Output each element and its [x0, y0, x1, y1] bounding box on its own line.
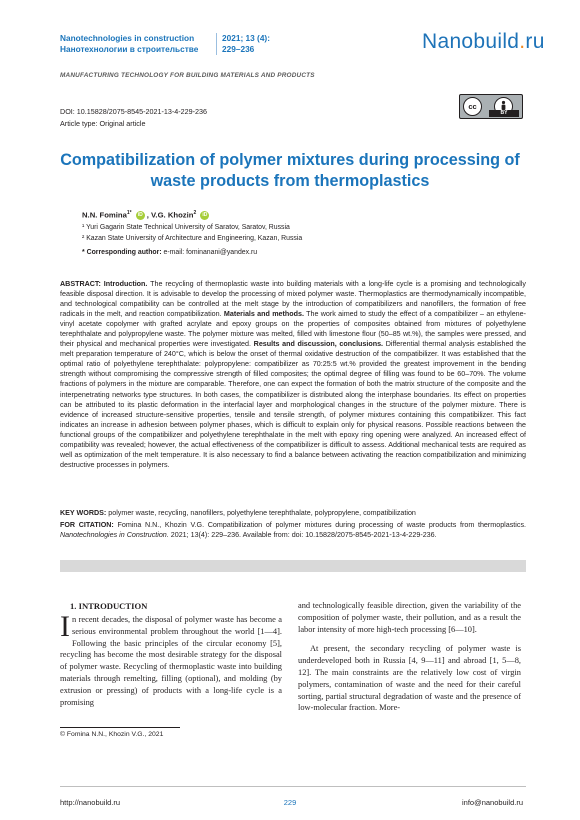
- copyright-footnote: © Fomina N.N., Khozin V.G., 2021: [60, 731, 164, 738]
- introduction-column-2: [298, 600, 521, 714]
- author-1-sup: 1*: [126, 210, 132, 216]
- author-separator: ,: [146, 210, 149, 220]
- abstract: [60, 279, 526, 470]
- keywords: [60, 508, 526, 518]
- nanobuild-logo[interactable]: [422, 30, 545, 54]
- abstract-label: ABSTRACT:: [60, 280, 104, 288]
- article-title: Compatibilization of polymer mixtures during processing of waste products from thermoplastics: [60, 151, 520, 190]
- footnote-rule: [60, 727, 180, 728]
- abstract-heading: Results and discussion, conclusions.: [253, 340, 384, 349]
- citation: [60, 520, 526, 540]
- author-1: N.N. Fomina: [82, 210, 127, 220]
- abstract-heading: Introduction.: [103, 280, 148, 288]
- affiliation: ² Kazan State University of Architecture and Engineering, Kazan, Russia: [82, 235, 303, 242]
- orcid-icon[interactable]: iD: [137, 212, 143, 219]
- issue-pages: 229–236: [222, 44, 255, 54]
- paragraph-text: n recent decades, the disposal of polymer waste has become a serious environmental problem throughout the world [1—4]. Following the basic principles of the circular economy [5], recycling has become the most desirable strategy for the disposal of polymer waste. Recycling of thermoplastic waste into building materials through remelting, filling (optional), and molding (by extrusion or pressing) of products with a long-life cycle is a promising: [60, 615, 282, 707]
- corresponding-label: * Corresponding author:: [82, 249, 162, 256]
- issue-volume: 2021; 13 (4):: [222, 33, 270, 43]
- logo-main-text: Nanobuild: [422, 30, 520, 53]
- journal-title-ru: Нанотехнологии в строительстве: [60, 44, 199, 54]
- cc-by-license-badge[interactable]: [459, 94, 523, 119]
- footer-website-link[interactable]: http://nanobuild.ru: [60, 798, 121, 807]
- section-heading: MANUFACTURING TECHNOLOGY FOR BUILDING MATERIALS AND PRODUCTS: [60, 72, 315, 79]
- issue-info: [222, 33, 270, 55]
- author-2-sup: 2: [193, 210, 197, 216]
- doi-block: [60, 106, 207, 130]
- footer-email-link[interactable]: info@nanobuild.ru: [462, 798, 523, 807]
- abstract-heading: Materials and methods.: [223, 310, 304, 319]
- citation-text: 2021; 13(4): 229–236. Available from: doi: 10.15828/2075-8545-2021-13-4-229-236.: [168, 531, 437, 539]
- doi-link[interactable]: DOI: 10.15828/2075-8545-2021-13-4-229-236: [60, 107, 208, 116]
- introduction-column-1: [60, 610, 282, 708]
- author-list: [82, 210, 211, 220]
- citation-label: FOR CITATION:: [60, 521, 114, 529]
- paragraph-text: At present, the secondary recycling of polymer waste is underdeveloped both in Russia [4, 9—11] and abroad [1, 5—8, 12]. The main constraints are the relatively low cost of virgin polymers, contamination of waste and the need for their careful sorting, partial structural degradation of waste and the presence of low-molecular fraction. More-: [298, 644, 521, 713]
- citation-text: Fomina N.N., Khozin V.G. Compatibilization of polymer mixtures during processing of waste products from thermoplastics.: [113, 521, 526, 529]
- article-type: Article type: Original article: [60, 119, 146, 128]
- page-number: 229: [283, 798, 297, 807]
- citation-journal: Nanotechnologies in Construction.: [60, 531, 169, 539]
- keywords-text: polymer waste, recycling, nanofillers, polyethylene terephthalate, polypropylene, compatibilization: [106, 509, 416, 517]
- affiliation: ¹ Yuri Gagarin State Technical University of Saratov, Saratov, Russia: [82, 224, 290, 231]
- footer-rule: [60, 786, 526, 787]
- paragraph-text: and technologically feasible direction, given the variability of the composition of polymer waste, their pollution, and as a result the labor intensity of more high-tech processing [6—10].: [298, 601, 521, 634]
- section-divider-bar: [60, 560, 526, 572]
- logo-dot: .: [519, 30, 526, 53]
- by-label: BY: [489, 110, 519, 117]
- abstract-text: The recycling of thermoplastic waste into building materials with a long-life cycle is a promising and technologically feasible disposal direction. It is advisable to develop the processing of mixed polymer waste. Thermoplastics are thermodynamically incompatible, and technological compatibility can be controlled at the melt stage by the introduction of compatibilizers and nanofillers, the formation of free radicals in the melt, and reaction compatibilization.: [60, 280, 527, 319]
- introduction-heading: 1. INTRODUCTION: [70, 601, 148, 611]
- journal-title-en: Nanotechnologies in construction: [60, 33, 195, 43]
- header-divider: [216, 33, 217, 55]
- corresponding-author: [82, 249, 257, 256]
- keywords-label: KEY WORDS:: [60, 509, 107, 517]
- journal-title-block: [60, 33, 198, 55]
- author-2: V.G. Khozin: [151, 210, 194, 220]
- corresponding-email[interactable]: e-mail: fominanani@yandex.ru: [161, 249, 258, 256]
- drop-cap: I: [60, 610, 70, 643]
- orcid-icon[interactable]: iD: [202, 212, 208, 219]
- logo-tail-text: ru: [525, 30, 545, 53]
- cc-icon: cc: [463, 97, 482, 116]
- abstract-text: Differential thermal analysis established the melt preparation temperature of 240°C, which is below the onset of thermal oxidative destruction of the compatibilizer. It was established that the optimal ratio of polyethylene terephthalate: polypropylene: compatibilizer as 70:25:5 wt.% provided the greatest improvement in the bending strength without compromising the compressive strength of filled composites; the optimal degree of filling was found to be 60–70%. The volume fractions of polymers in the mixture are comparable. Therefore, one can expect the formation of both the matrix structure of the composite and the interpenetrating networks type structures. In both cases, the compatibilizer is distributed along the interphase boundaries. Its effect on properties can be attributed to its plastic deformation in the interfacial layer and morphological changes in the structure of the polymer mixture. There is evidence of increased structure-sensitive properties, tensile and tensile strength, of polymer mixtures containing this compatibilizer. This fact indicates an increase in adhesion between polymer phases, which is difficult to explain only for physical reasons. Possible reactions between the functional groups of the compatibilizer and polyethylene terephthalate in the melt with epoxy ring opening were analyzed. An increased effect of compatibility was revealed; however, the actual effectiveness of the compatibilizer is difficult to assess. Additional mechanical tests are required as well as optimization of the melt temperature. It is also necessary to find a balance between activating the reaction compatibilization and minimizing destructive processes in polymers.: [60, 340, 526, 469]
- abstract-text: The work aimed to study the effect of a compatibilizer – an ethylene-vinyl acetate copolymer with grafted acrylate and epoxy groups on the properties of composites obtained from mixtures of polyethylene terephthalate and polypropylene waste. The polymer mixture was melted, filled with limestone flour (50–85 wt.%), the samples were pressed, and their physical and mechanical properties were investigated.: [60, 310, 526, 349]
